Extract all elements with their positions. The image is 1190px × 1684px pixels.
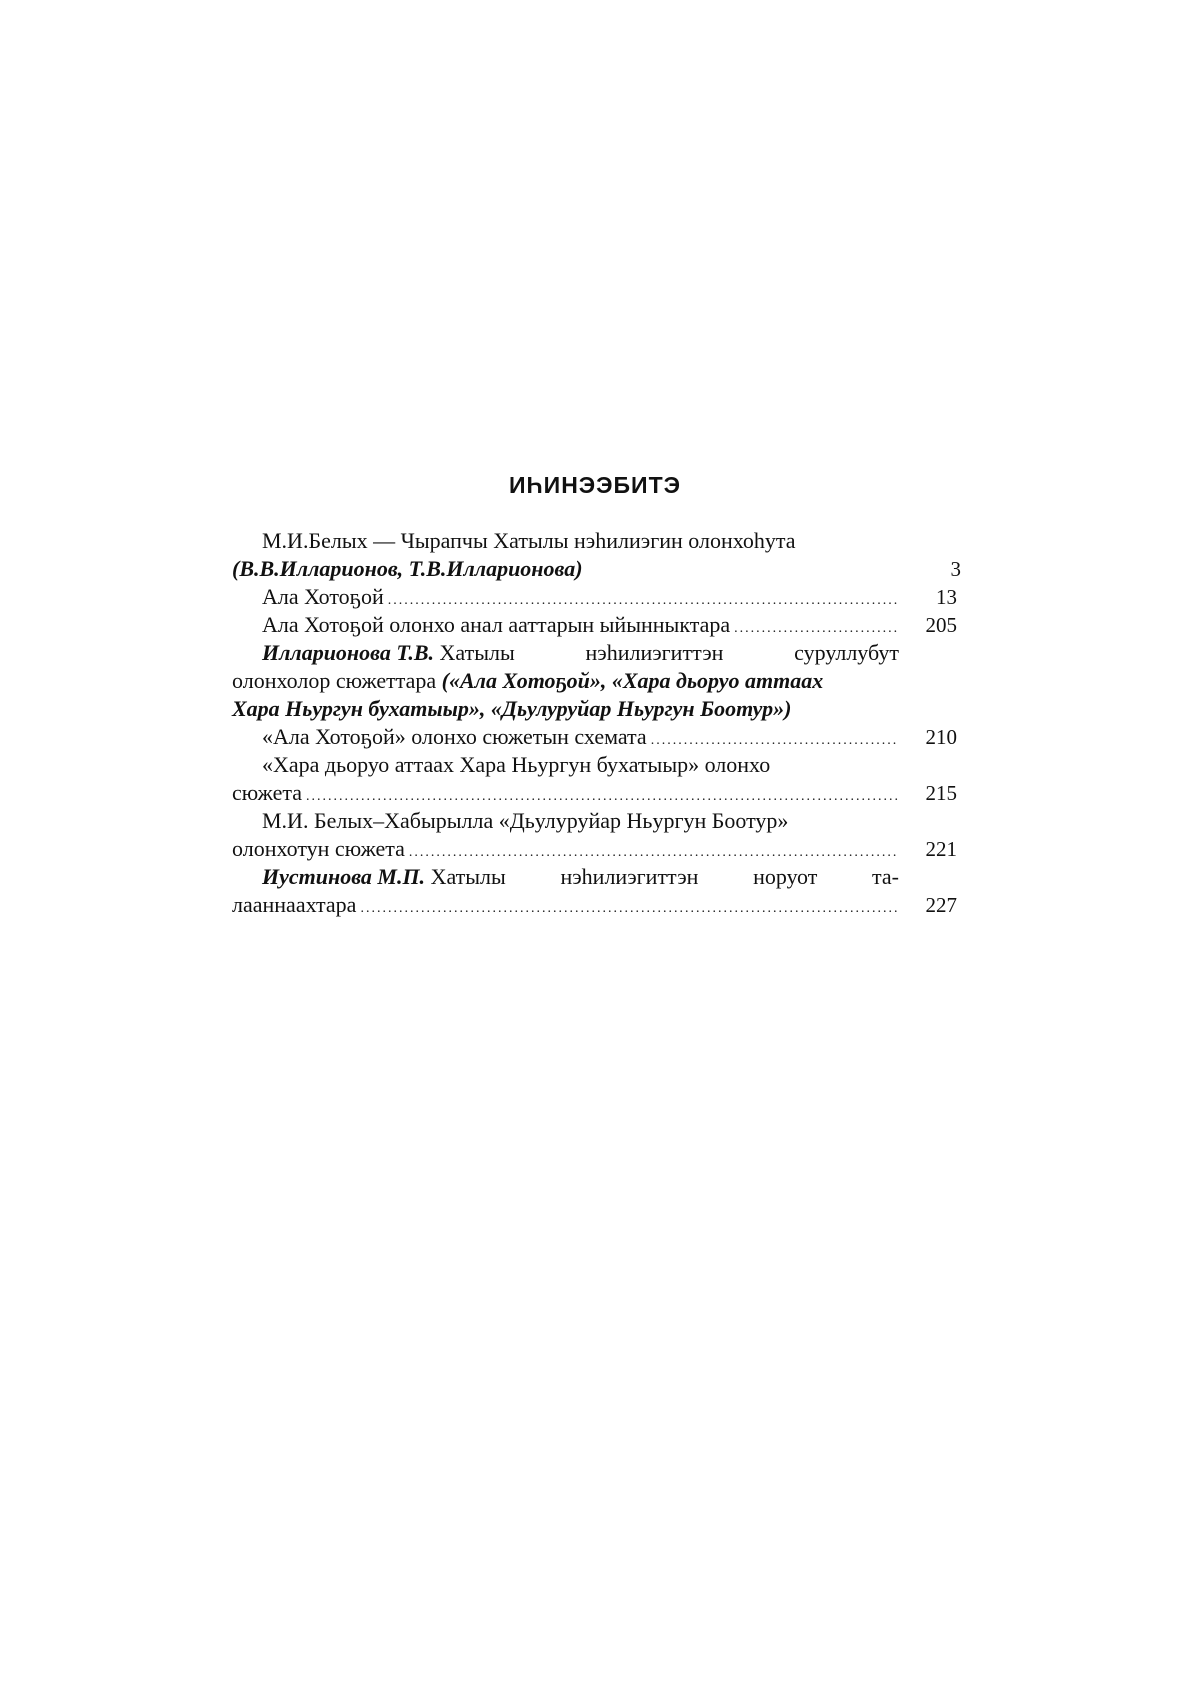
- toc-page-number: 13: [936, 585, 957, 609]
- toc-entry-line: [232, 891, 957, 919]
- toc-entry-subtitle: Хара Ньургун бухатыыр», «Дьулуруйар Ньургун Боотур»): [232, 696, 792, 721]
- toc-entry-text: «Хара дьоруо аттаах Хара Ньургун бухатыыр» олонхо: [262, 752, 771, 777]
- toc-entry-line: [232, 835, 957, 863]
- toc-entry-author: Иустинова М.П.: [262, 864, 426, 889]
- toc-entry-text: Ала Хотоҕой: [262, 584, 384, 609]
- toc-entry-text: сюжета: [232, 780, 302, 805]
- toc-entry-line: [232, 723, 957, 751]
- toc-entry-authors: (В.В.Илларионов, Т.В.Илларионова): [232, 556, 583, 581]
- toc-page-number: 210: [925, 725, 957, 749]
- toc-entry-line: [232, 751, 957, 779]
- dot-leader: [360, 895, 899, 923]
- toc-entry-line: [232, 611, 957, 639]
- toc-entry-text: М.И. Белых–Хабырылла «Дьулуруйар Ньургун Боотур»: [262, 808, 789, 833]
- toc-entry-line: [232, 667, 957, 695]
- toc-entry-text: Хатылы нэһилиэгиттэн суруллубут: [439, 640, 899, 665]
- toc-page-number: 221: [925, 837, 957, 861]
- toc-entry-line: [232, 695, 957, 723]
- toc-page-number: 205: [925, 613, 957, 637]
- toc-entry-text: олонхолор сюжеттара: [232, 668, 437, 693]
- toc-entry-line: [232, 779, 957, 807]
- toc-page-number: 215: [925, 781, 957, 805]
- toc-entry-line: [232, 527, 957, 555]
- toc-entry-text: М.И.Белых — Чырапчы Хатылы нэһилиэгин олонхоһута: [262, 528, 796, 553]
- page-title: ИҺИНЭЭБИТЭ: [508, 472, 682, 498]
- toc-entry-line: [232, 555, 961, 583]
- toc-entry-text: Хатылы нэһилиэгиттэн норуот та-: [430, 864, 899, 889]
- toc-entry-text: «Ала Хотоҕой» олонхо сюжетын схемата: [262, 724, 647, 749]
- table-of-contents: [232, 527, 961, 919]
- toc-entry-author: Илларионова Т.В.: [262, 640, 435, 665]
- toc-page-number: 3: [950, 557, 961, 581]
- toc-entry-text: олонхотун сюжета: [232, 836, 405, 861]
- toc-entry-line: [232, 807, 957, 835]
- toc-page-number: 227: [925, 893, 957, 917]
- toc-entry-subtitle: («Ала Хотоҕой», «Хара дьоруо аттаах: [441, 668, 824, 693]
- toc-entry-line: [232, 583, 957, 611]
- toc-entry-line: [232, 639, 957, 667]
- toc-entry-line: [232, 863, 957, 891]
- toc-entry-text: Ала Хотоҕой олонхо анал ааттарын ыйынныктара: [262, 612, 731, 637]
- toc-entry-text: лааннаахтара: [232, 892, 357, 917]
